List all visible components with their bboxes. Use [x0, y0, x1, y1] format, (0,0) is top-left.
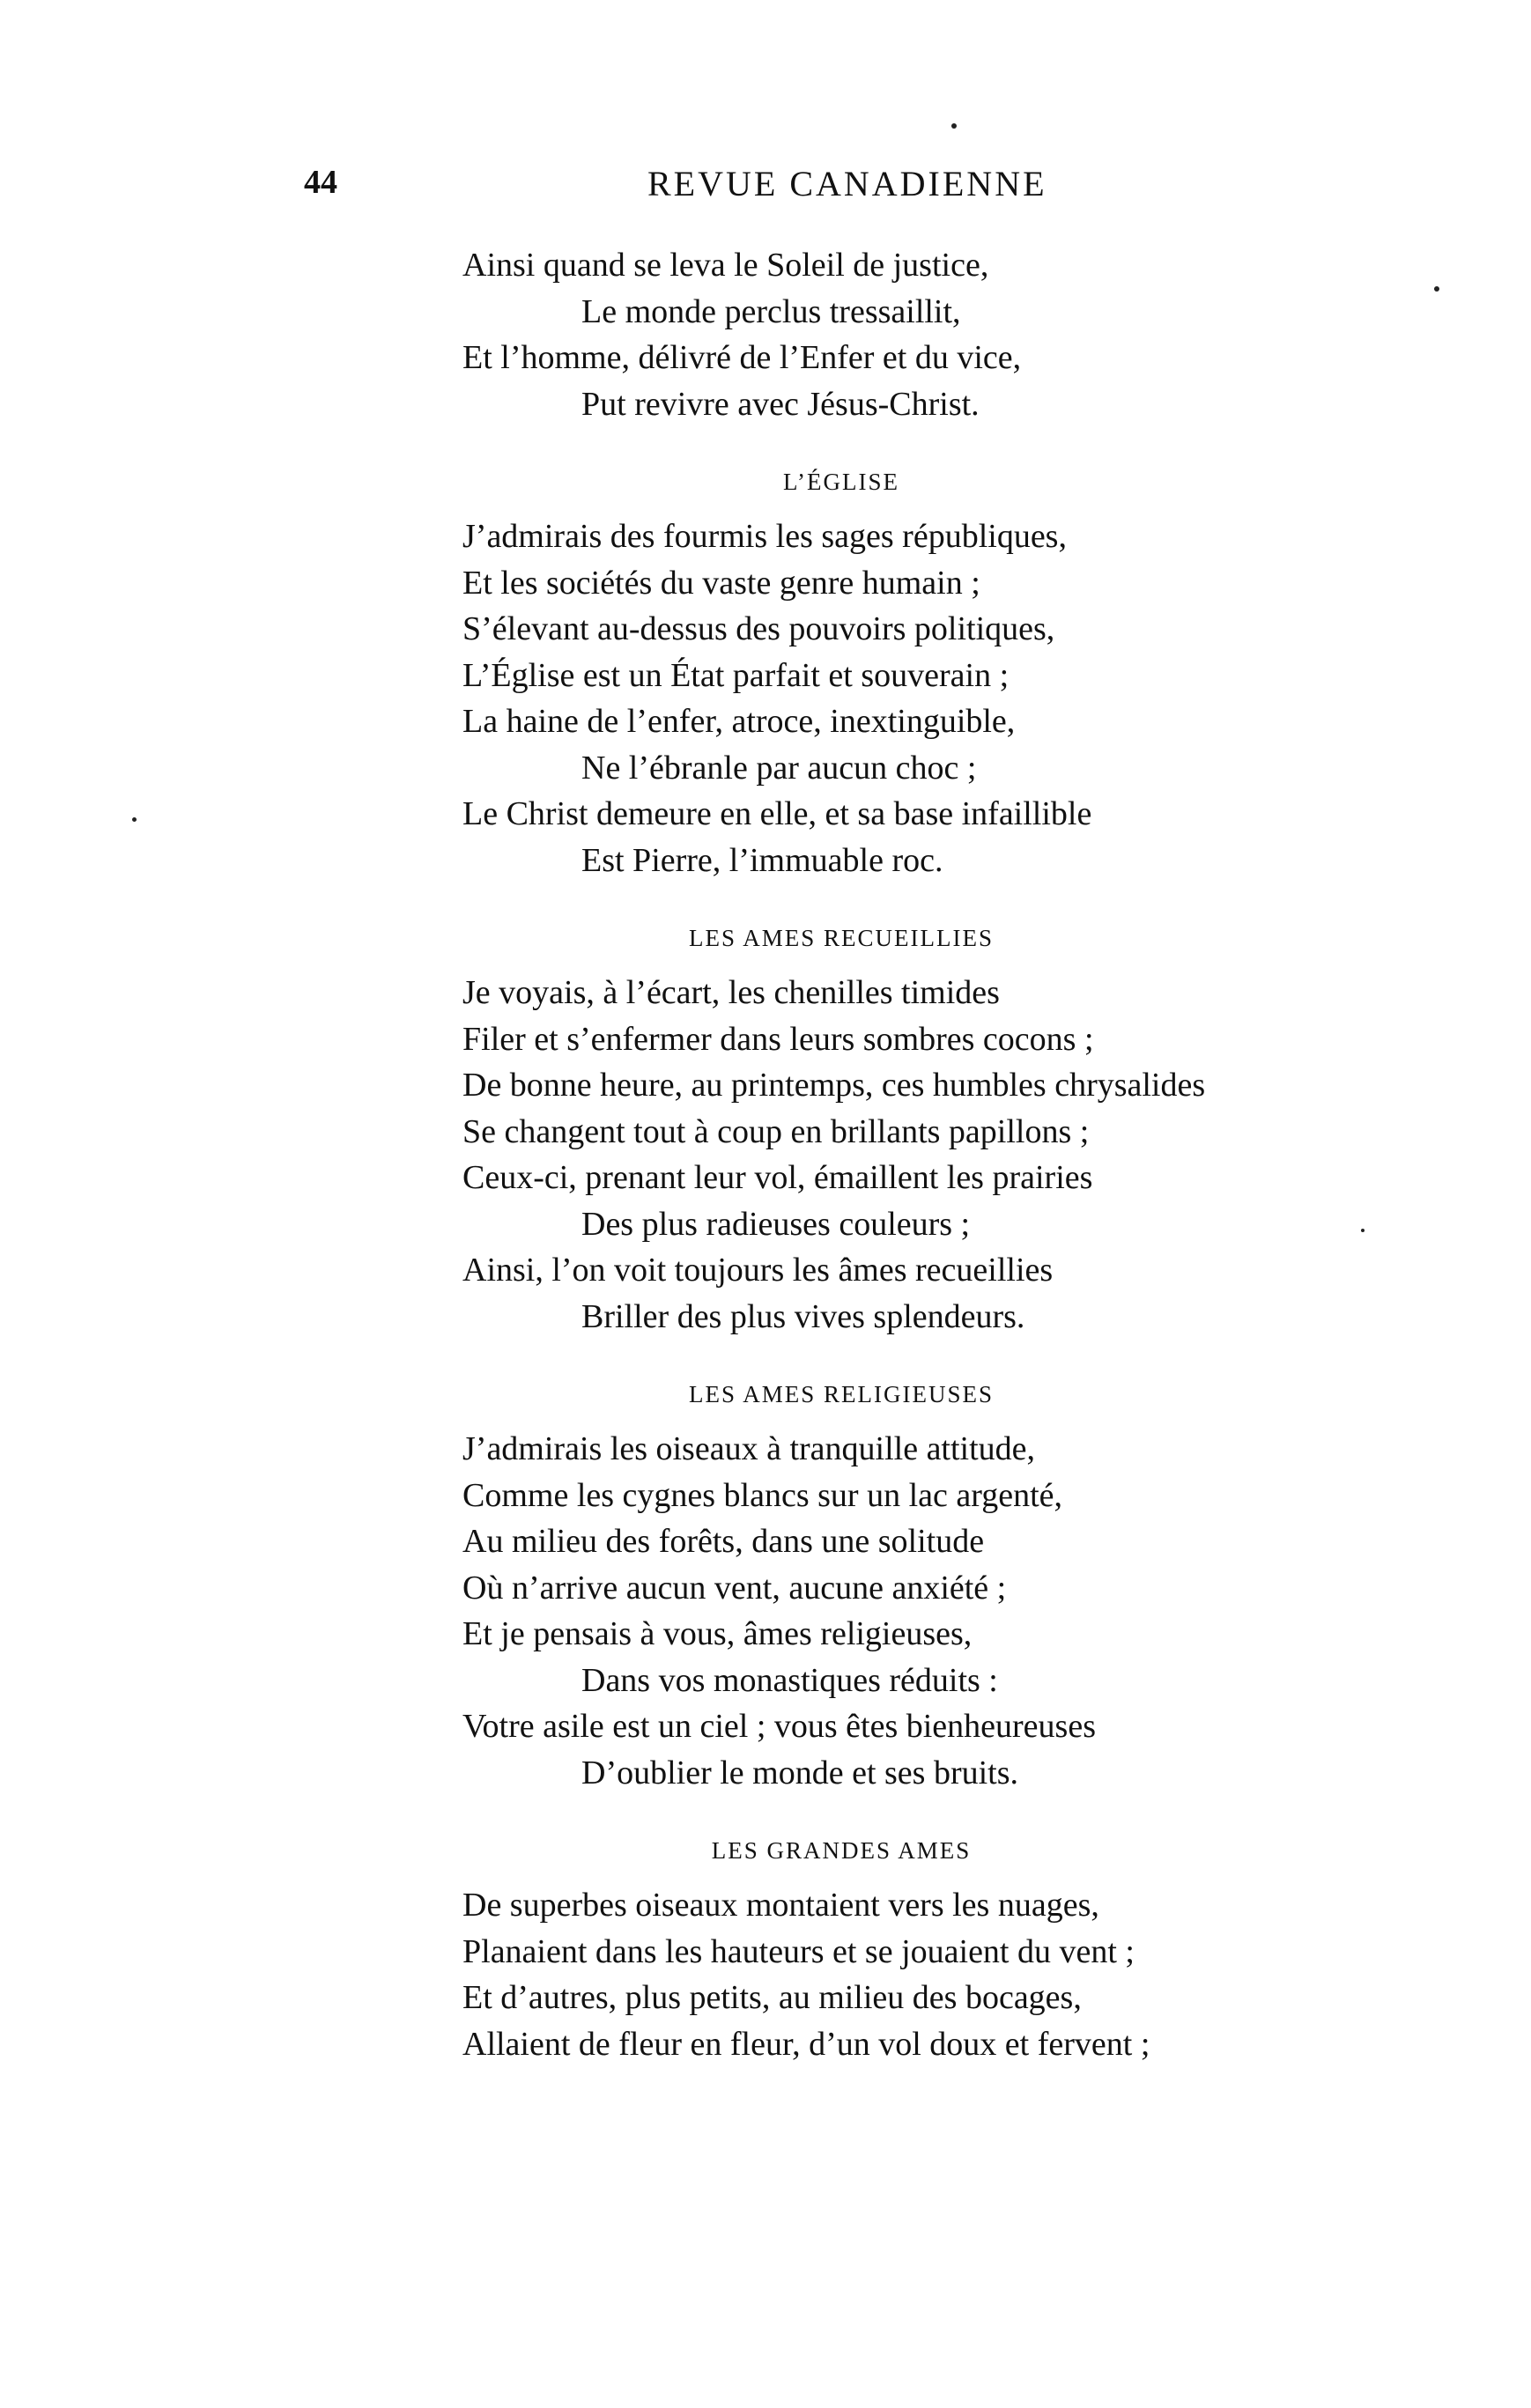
poem-line: Et les sociétés du vaste genre humain ; [462, 564, 980, 602]
poem-line: Planaient dans les hauteurs et se jouaient du vent ; [462, 1932, 1135, 1970]
poem-line: Où n’arrive aucun vent, aucune anxiété ; [462, 1569, 1007, 1607]
page-header [304, 163, 1097, 216]
poem-line: J’admirais les oiseaux à tranquille attitude, [462, 1430, 1036, 1467]
poem-line: Et l’homme, délivré de l’Enfer et du vice, [462, 339, 1022, 376]
poem-line: Filer et s’enfermer dans leurs sombres cocons ; [462, 1020, 1094, 1058]
poem-line: Le monde perclus tressaillit, [581, 292, 961, 330]
poem-line: S’élevant au-dessus des pouvoirs politiques, [462, 610, 1055, 647]
poem-line: Votre asile est un ciel ; vous êtes bienheureuses [462, 1708, 1096, 1745]
scan-speck [1434, 286, 1439, 292]
poem-line: Et je pensais à vous, âmes religieuses, [462, 1615, 973, 1652]
poem-sections [462, 464, 1387, 2067]
poem-line: Se changent tout à coup en brillants papillons ; [462, 1112, 1090, 1150]
poem-line: Put revivre avec Jésus-Christ. [581, 385, 980, 423]
scan-speck [1361, 1229, 1365, 1232]
poem-section [462, 464, 1387, 883]
poem-line: Est Pierre, l’immuable roc. [581, 841, 943, 879]
poem-line: Briller des plus vives splendeurs. [581, 1297, 1025, 1335]
poem-line: Allaient de fleur en fleur, d’un vol doux et fervent ; [462, 2025, 1150, 2063]
section-title: LES AMES RELIGIEUSES [688, 1381, 995, 1407]
poem-line: Je voyais, à l’écart, les chenilles timides [462, 974, 1000, 1011]
running-head: REVUE CANADIENNE [647, 164, 1047, 203]
poem-line: Ainsi quand se leva le Soleil de justice, [462, 247, 989, 284]
poem-line: De superbes oiseaux montaient vers les nuages, [462, 1887, 1099, 1924]
poem-line: Dans vos monastiques réduits : [581, 1661, 998, 1699]
poem-body [462, 242, 1387, 2067]
section-title: LES AMES RECUEILLIES [688, 925, 994, 951]
poem-line: Le Christ demeure en elle, et sa base infaillible [462, 795, 1092, 832]
poem-line: Ceux-ci, prenant leur vol, émaillent les prairies [462, 1159, 1093, 1196]
scan-speck [132, 817, 137, 822]
poem-section [462, 920, 1387, 1340]
section-title: LES GRANDES AMES [711, 1837, 972, 1864]
poem-line: D’oublier le monde et ses bruits. [581, 1754, 1019, 1791]
poem-line: La haine de l’enfer, atroce, inextinguible, [462, 703, 1016, 740]
section-title: L’ÉGLISE [783, 469, 899, 495]
opening-stanza [462, 242, 1387, 427]
poem-line: Et d’autres, plus petits, au milieu des bocages, [462, 1979, 1082, 2016]
poem-line: De bonne heure, au printemps, ces humbles chrysalides [462, 1067, 1206, 1104]
poem-line: Au milieu des forêts, dans une solitude [462, 1523, 985, 1560]
poem-section [462, 1833, 1387, 2067]
poem-line: Comme les cygnes blancs sur un lac argenté, [462, 1476, 1062, 1514]
scan-speck [951, 123, 957, 129]
poem-line: Ainsi, l’on voit toujours les âmes recueillies [462, 1252, 1054, 1289]
poem-line: J’admirais des fourmis les sages républiques, [462, 518, 1067, 555]
page-number: 44 [304, 164, 337, 201]
poem-line: Des plus radieuses couleurs ; [581, 1205, 971, 1243]
poem-line: Ne l’ébranle par aucun choc ; [581, 749, 977, 787]
poem-line: L’Église est un État parfait et souverain ; [462, 656, 1010, 694]
poem-section [462, 1377, 1387, 1796]
